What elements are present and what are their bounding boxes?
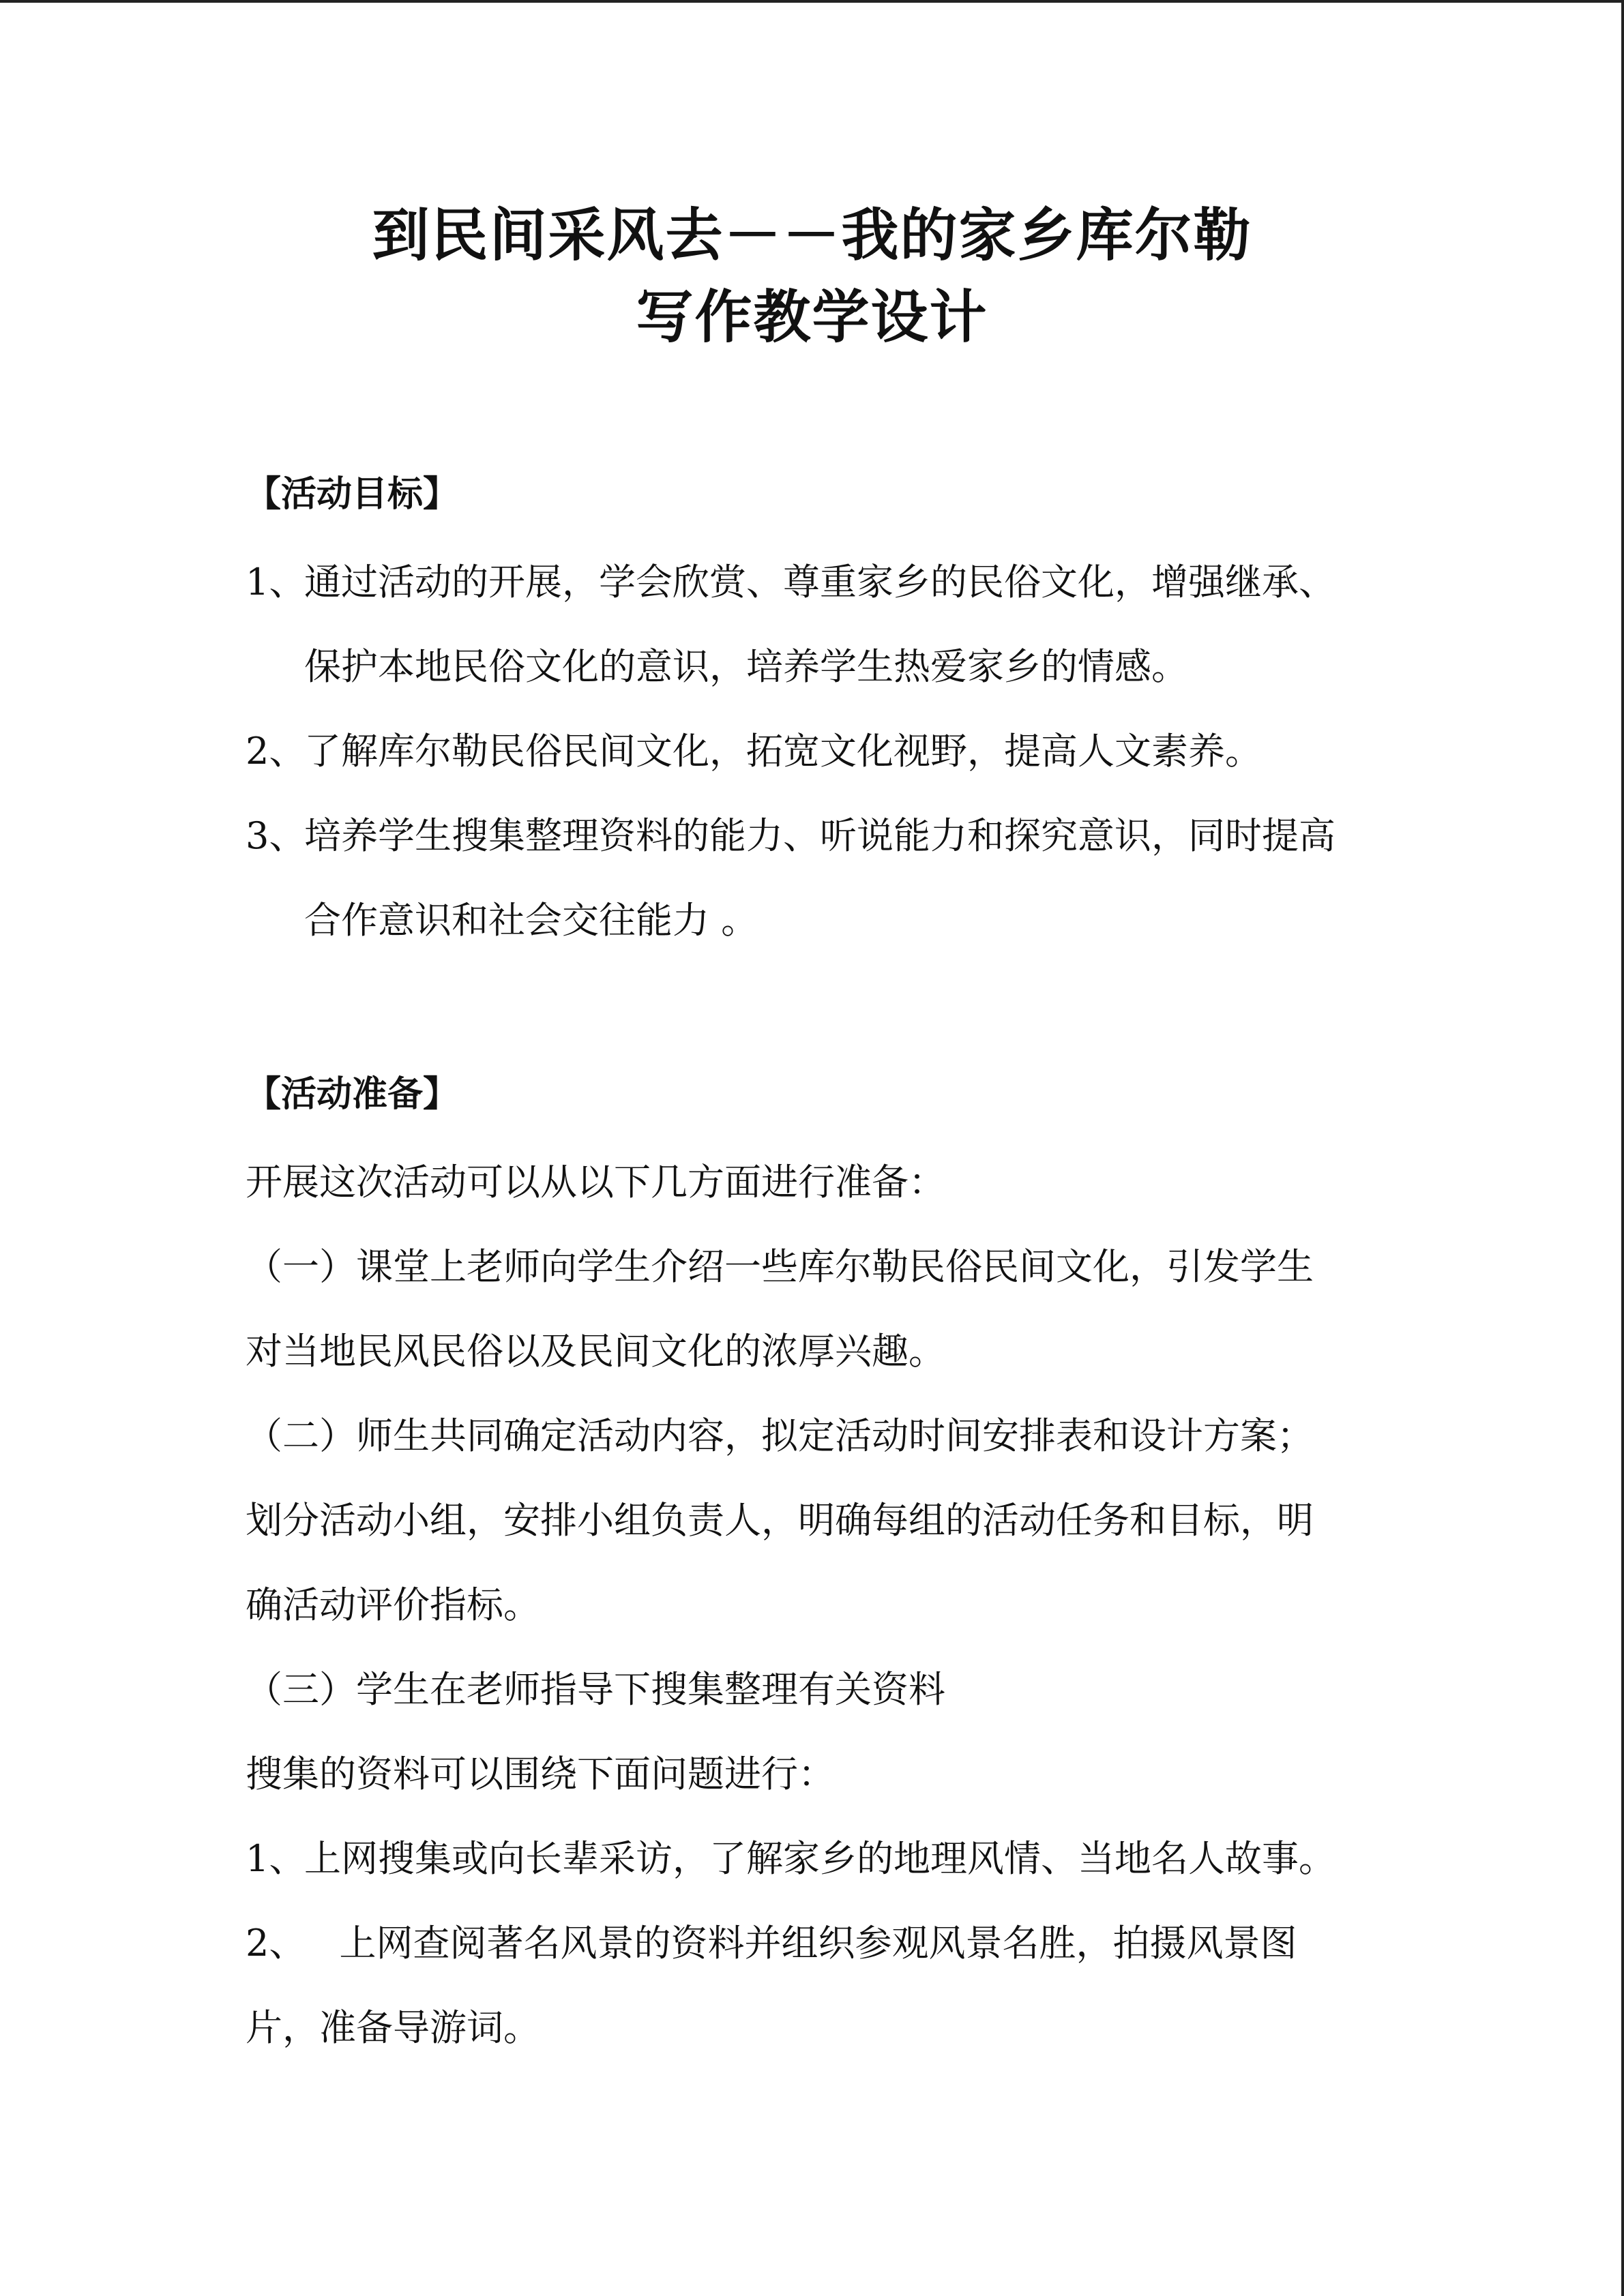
title-line-2: 写作教学设计 [636,284,988,351]
collect-item-1-number: 1、 [246,1837,306,1880]
prep-part-3: （三）学生在老师指导下搜集整理有关资料 [246,1668,945,1711]
document-title [0,194,1624,358]
goal-item-3-number: 3、 [246,814,306,857]
goals-heading: 【活动目标】 [246,474,459,515]
goal-item-1 [246,540,1405,709]
prep-part-1-line-1: （一）课堂上老师向学生介绍一些库尔勒民俗民间文化，引发学生 [246,1245,1314,1288]
goal-item-2-text: 了解库尔勒民俗民间文化，拓宽文化视野，提高人文素养。 [304,730,1262,773]
collect-item-2-text-cont: 片，准备导游词。 [246,2006,540,2049]
goal-item-3-text: 培养学生搜集整理资料的能力、听说能力和探究意识，同时提高 [304,814,1335,857]
goal-item-1-text-cont: 保护本地民俗文化的意识，培养学生热爱家乡的情感。 [304,645,1188,688]
prep-intro: 开展这次活动可以从以下几方面进行准备： [246,1161,945,1204]
goal-item-1-number: 1、 [246,561,306,603]
prep-part-1-line-2: 对当地民风民俗以及民间文化的浓厚兴趣。 [246,1330,945,1373]
section-gap [246,963,1405,1064]
goal-item-3-text-cont: 合作意识和社会交往能力 。 [304,899,758,942]
document-body [246,464,1405,2070]
prep-part-2-line-1: （二）师生共同确定活动内容，拟定活动时间安排表和设计方案； [246,1414,1314,1457]
page-top-border [0,0,1624,3]
collect-item-2-text: 上网查阅著名风景的资料并组织参观风景名胜，拍摄风景图 [304,1922,1297,1965]
goal-item-3 [246,794,1405,963]
collect-intro: 搜集的资料可以围绕下面问题进行： [246,1753,835,1795]
collect-item-1-text: 上网搜集或向长辈采访，了解家乡的地理风情、当地名人故事。 [304,1837,1335,1880]
goal-item-2-number: 2、 [246,730,306,773]
goal-item-1-text: 通过活动的开展，学会欣赏、尊重家乡的民俗文化，增强继承、 [304,561,1335,603]
prep-heading: 【活动准备】 [246,1074,459,1115]
goal-item-2 [246,709,1405,794]
collect-item-1 [246,1817,1405,1901]
collect-item-2 [246,1901,1405,1986]
title-line-1: 到民间采风去－－我的家乡库尔勒 [372,202,1252,269]
prep-part-2-line-2: 划分活动小组，安排小组负责人，明确每组的活动任务和目标，明 [246,1499,1314,1542]
prep-part-2-line-3: 确活动评价指标。 [246,1583,540,1626]
collect-item-2-number: 2、 [246,1922,306,1965]
